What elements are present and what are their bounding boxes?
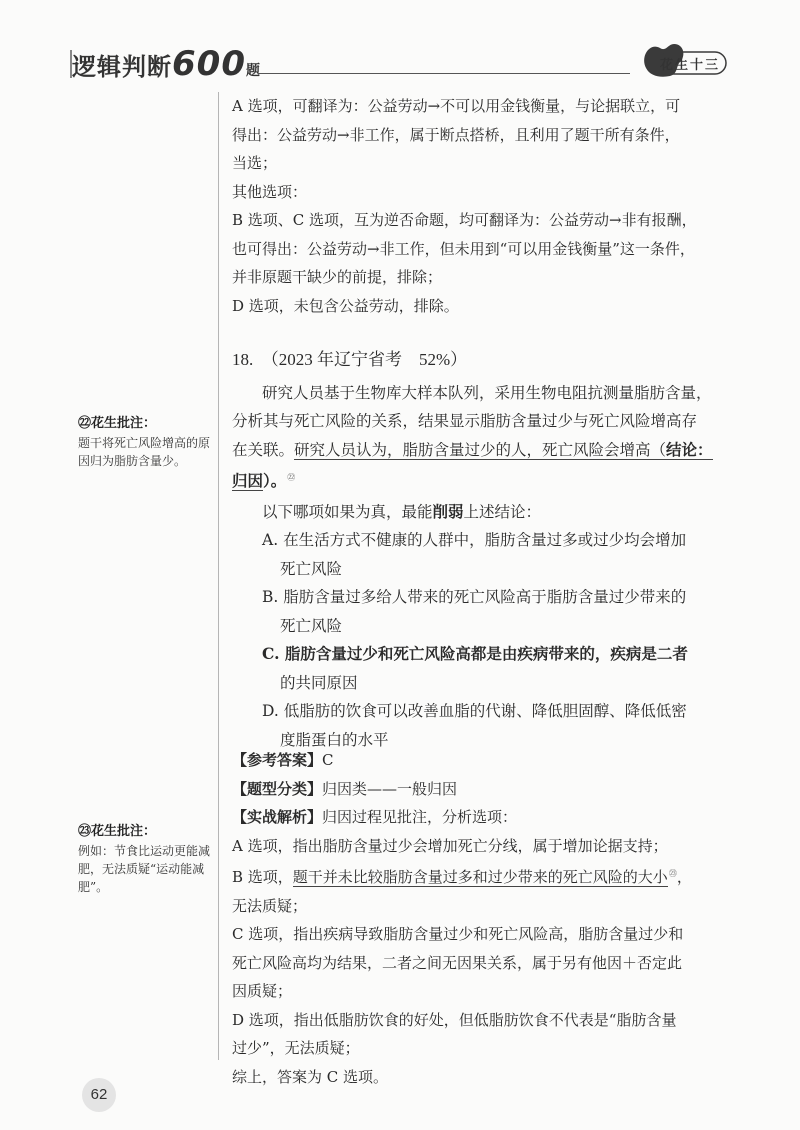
analysis-a: A 选项，指出脂肪含量过少会增加死亡分线，属于增加论据支持； [232, 836, 668, 855]
stem-line: 在关联。研究人员认为，脂肪含量过少的人，死亡风险会增高（结论： [232, 439, 713, 459]
option-list [232, 526, 732, 754]
option-b: B. 脂肪含量过多给人带来的死亡风险高于脂肪含量过少带来的 [262, 588, 687, 607]
option-c: C. 脂肪含量过少和死亡风险高都是由疾病带来的，疾病是二者 [262, 644, 688, 664]
book-title: 逻辑判断600题 [72, 44, 261, 84]
analysis-b-cont: 无法质疑； [232, 896, 308, 915]
analysis-intro: 【实战解析】归因过程见批注，分析选项： [232, 808, 518, 826]
text-line: B 选项、C 选项，互为逆否命题，均可翻译为：公益劳动→非有报酬， [232, 211, 697, 229]
side-note-22-title: ㉒花生批注： [78, 416, 157, 431]
note-marker: ㉒ [287, 473, 296, 482]
text-line: 并非原题干缺少的前提，排除； [232, 268, 443, 286]
question-source: （2023 年辽宁省考 52%） [270, 350, 468, 369]
stem-line: 研究人员基于生物库大样本队列，采用生物电阻抗测量脂肪含量， [262, 383, 712, 402]
question-stem [232, 379, 732, 527]
margin-divider [218, 92, 219, 1060]
header-rule [258, 73, 630, 74]
question-prompt: 以下哪项如果为真，最能削弱上述结论： [262, 501, 542, 521]
answer-section [232, 746, 732, 1091]
analysis-c: C 选项，指出疾病导致脂肪含量过少和死亡风险高，脂肪含量过少和 [232, 925, 684, 943]
text-line: 当选； [232, 154, 278, 172]
analysis-d-cont: 过少”，无法质疑； [232, 1039, 360, 1057]
side-note-23-title: ㉓花生批注： [78, 824, 157, 839]
side-note-22-text: 题干将死亡风险增高的原因归为脂肪含量少。 [78, 436, 211, 468]
text-line: 得出：公益劳动→非工作，属于断点搭桥，且利用了题干所有条件， [232, 125, 680, 144]
analysis-c-cont: 因质疑； [232, 982, 293, 1000]
side-note-23-text: 例如：节食比运动更能减肥，无法质疑“运动能减肥”。 [78, 844, 211, 894]
option-d: D. 低脂肪的饮食可以改善血脂的代谢、降低胆固醇、降低低密 [262, 702, 687, 721]
option-a: A. 在生活方式不健康的人群中，脂肪含量过多或过少均会增加 [262, 531, 687, 550]
analysis-summary: 综上，答案为 C 选项。 [232, 1067, 389, 1086]
note-marker: ㉓ [668, 869, 677, 878]
reference-answer: 【参考答案】C [232, 751, 334, 769]
analysis-c-cont: 死亡风险高均为结果，二者之间无因果关系，属于另有他因＋否定此 [232, 953, 683, 972]
question-header [232, 346, 732, 375]
option-c-cont: 的共同原因 [280, 673, 358, 692]
text-line: 也可得出：公益劳动→非工作，但未用到“可以用金钱衡量”这一条件， [232, 239, 695, 258]
stem-line: 分析其与死亡风险的关系，结果显示脂肪含量过少与死亡风险增高存 [232, 412, 698, 430]
previous-analysis [232, 92, 732, 320]
text-line: A 选项，可翻译为：公益劳动→不可以用金钱衡量，与论据联立，可 [232, 97, 681, 115]
stem-line: 归因）。$^㉒$ [232, 471, 296, 491]
option-a-cont: 死亡风险 [280, 559, 343, 578]
brand-name: 花生十三 [660, 58, 721, 73]
analysis-b: B 选项，题干并未比较脂肪含量过多和过少带来的死亡风险的大小$^㉓$， [232, 868, 692, 886]
analysis-d: D 选项，指出低脂肪饮食的好处，但低脂肪饮食不代表是“脂肪含量 [232, 1010, 677, 1029]
option-b-cont: 死亡风险 [280, 616, 343, 635]
question-18 [232, 346, 732, 754]
text-line: D 选项，未包含公益劳动，排除。 [232, 296, 459, 315]
question-number: 18. [232, 350, 254, 369]
question-type: 【题型分类】归因类——一般归因 [232, 779, 458, 798]
option-d-cont: 度脂蛋白的水平 [280, 730, 389, 749]
page-number: 62 [82, 1078, 116, 1112]
text-line: 其他选项： [232, 182, 308, 201]
